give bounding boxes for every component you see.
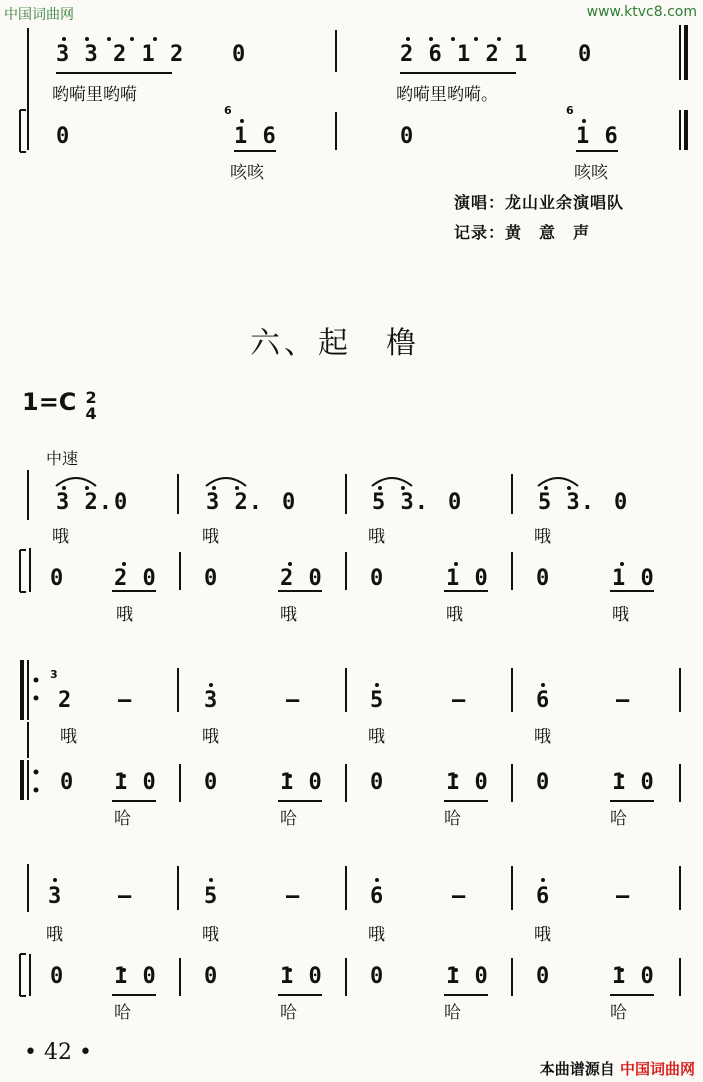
sys1-upper-m4-lyric: 哦 [534,527,551,547]
sys1-upper-m2-lyric: 哦 [202,527,219,547]
sys2-lower-m3-lyric: 哈 [444,809,461,829]
sys3-lower-m4-rest: 0 [536,964,551,989]
sys2-lower-m3-rest: 0 [370,770,385,795]
sys2-upper-m1-grace: 3 [50,668,58,681]
s1-upper-m2-lyric: 哟嗬里哟嗬。 [396,85,498,105]
sys3-lower-m2-rest: 0 [204,964,219,989]
sys1-upper-m2-notes: 3 2. [206,490,263,515]
sys3-upper-m1-lyric: 哦 [46,925,63,945]
sys3-lower-m4-notes: 1 0 [612,964,655,989]
sys1-lower-m3-lyric: 哦 [446,605,463,625]
sys1-upper-m3-notes: 5 3. [372,490,429,515]
sys3-lower-m1-rest: 0 [50,964,65,989]
sys1-upper-m4-rest: 0 [614,490,629,515]
credit-recorder: 记录：黄 意 声 [454,223,591,242]
time-denominator: 4 [85,403,97,423]
sys3-upper-m3-dash: – [452,884,467,909]
sys1-lower-m4-lyric: 哦 [612,605,629,625]
time-numerator: 2 [85,387,97,407]
sys3-lower-m2-lyric: 哈 [280,1003,297,1023]
sys3-upper-m4-notes: 6 [536,884,551,909]
source-credit [540,1058,695,1079]
sys2-upper-m1-notes: 2 [58,688,73,713]
watermark-right[interactable]: www.ktvc8.com [586,4,697,20]
page-number: • 42 • [24,1040,92,1065]
sys2-lower-m2-notes: 1 0 [280,770,323,795]
sys3-upper-m3-lyric: 哦 [368,925,385,945]
sys2-lower-m1-rest: 0 [60,770,75,795]
sys2-lower-m3-notes: 1 0 [446,770,489,795]
s1-upper-m2-notes: 2 6 1 2 1 [400,42,529,67]
sys2-lower-m4-lyric: 哈 [610,809,627,829]
sys2-lower-m2-lyric: 哈 [280,809,297,829]
s1-lower-m1-rest: 0 [56,124,71,149]
sys2-lower-m2-rest: 0 [204,770,219,795]
sys2-upper-m3-dash: – [452,688,467,713]
sys2-lower-m4-notes: 1 0 [612,770,655,795]
s1-upper-m1-rest: 0 [232,42,247,67]
sys1-lower-m1-notes: 2 0 [114,566,157,591]
sys2-upper-m4-lyric: 哦 [534,727,551,747]
sys1-upper-m3-lyric: 哦 [368,527,385,547]
key-signature [22,388,97,422]
sys3-upper-m2-lyric: 哦 [202,925,219,945]
sys3-upper-m2-notes: 5 [204,884,219,909]
sys3-lower-m1-lyric: 哈 [114,1003,131,1023]
s1-lower-m2-notes: 1 6 [576,124,619,149]
s1-lower-m1-notes: 1 6 [234,124,277,149]
key-label: 1=C [22,388,77,416]
sys3-upper-m4-dash: – [616,884,631,909]
sys1-upper-m2-rest: 0 [282,490,297,515]
song-title: 六、起 橹 [250,326,420,361]
sys2-upper-m4-notes: 6 [536,688,551,713]
sys1-lower-m4-notes: 1 0 [612,566,655,591]
s1-lower-m1-grace: 6 [224,104,232,117]
sys2-lower-m1-notes: 1 0 [114,770,157,795]
time-signature [85,387,97,423]
sys2-lower-m4-rest: 0 [536,770,551,795]
sys2-upper-m1-dash: – [118,688,133,713]
sys2-upper-m3-notes: 5 [370,688,385,713]
sys1-upper-m3-rest: 0 [448,490,463,515]
sys1-lower-m2-rest: 0 [204,566,219,591]
sys1-lower-m4-rest: 0 [536,566,551,591]
sys3-upper-m2-dash: – [286,884,301,909]
sys2-upper-m2-lyric: 哦 [202,727,219,747]
s1-lower-m2-grace: 6 [566,104,574,117]
sys3-upper-m1-notes: 3 [48,884,63,909]
sys1-lower-m3-rest: 0 [370,566,385,591]
watermark-left: 中国词曲网 [4,7,74,23]
sys2-upper-m2-notes: 3 [204,688,219,713]
sys2-lower-m1-lyric: 哈 [114,809,131,829]
source-site[interactable]: 中国词曲网 [619,1060,695,1078]
sys3-upper-m3-notes: 6 [370,884,385,909]
sys1-lower-m3-notes: 1 0 [446,566,489,591]
sys1-upper-m1-rest: 0 [114,490,129,515]
sys3-upper-m4-lyric: 哦 [534,925,551,945]
sys3-lower-m3-lyric: 哈 [444,1003,461,1023]
sys1-lower-m1-rest: 0 [50,566,65,591]
sys1-lower-m2-lyric: 哦 [280,605,297,625]
sys2-upper-m3-lyric: 哦 [368,727,385,747]
s1-upper-m1-lyric: 哟嗬里哟嗬 [52,85,137,105]
sys1-upper-m4-notes: 5 3. [538,490,595,515]
s1-lower-m2-rest: 0 [400,124,415,149]
sys3-lower-m4-lyric: 哈 [610,1003,627,1023]
s1-upper-m2-rest: 0 [578,42,593,67]
tempo-marking: 中速 [46,449,79,468]
s1-lower-m2-lyric: 咳咳 [574,163,608,183]
credit-singer: 演唱：龙山业余演唱队 [454,193,625,212]
sys3-upper-m1-dash: – [118,884,133,909]
sys2-upper-m4-dash: – [616,688,631,713]
sys3-lower-m3-rest: 0 [370,964,385,989]
sys1-upper-m1-notes: 3 2. [56,490,113,515]
sys2-upper-m1-lyric: 哦 [60,727,77,747]
s1-lower-m1-lyric: 咳咳 [230,163,264,183]
sys2-upper-m2-dash: – [286,688,301,713]
source-prefix: 本曲谱源自 [539,1060,615,1078]
sys1-lower-m1-lyric: 哦 [116,605,133,625]
s1-upper-m1-notes: 3 3 2 1 2 [56,42,185,67]
sys3-lower-m3-notes: 1 0 [446,964,489,989]
sys1-lower-m2-notes: 2 0 [280,566,323,591]
sys3-lower-m1-notes: 1 0 [114,964,157,989]
sys3-lower-m2-notes: 1 0 [280,964,323,989]
sys1-upper-m1-lyric: 哦 [52,527,69,547]
